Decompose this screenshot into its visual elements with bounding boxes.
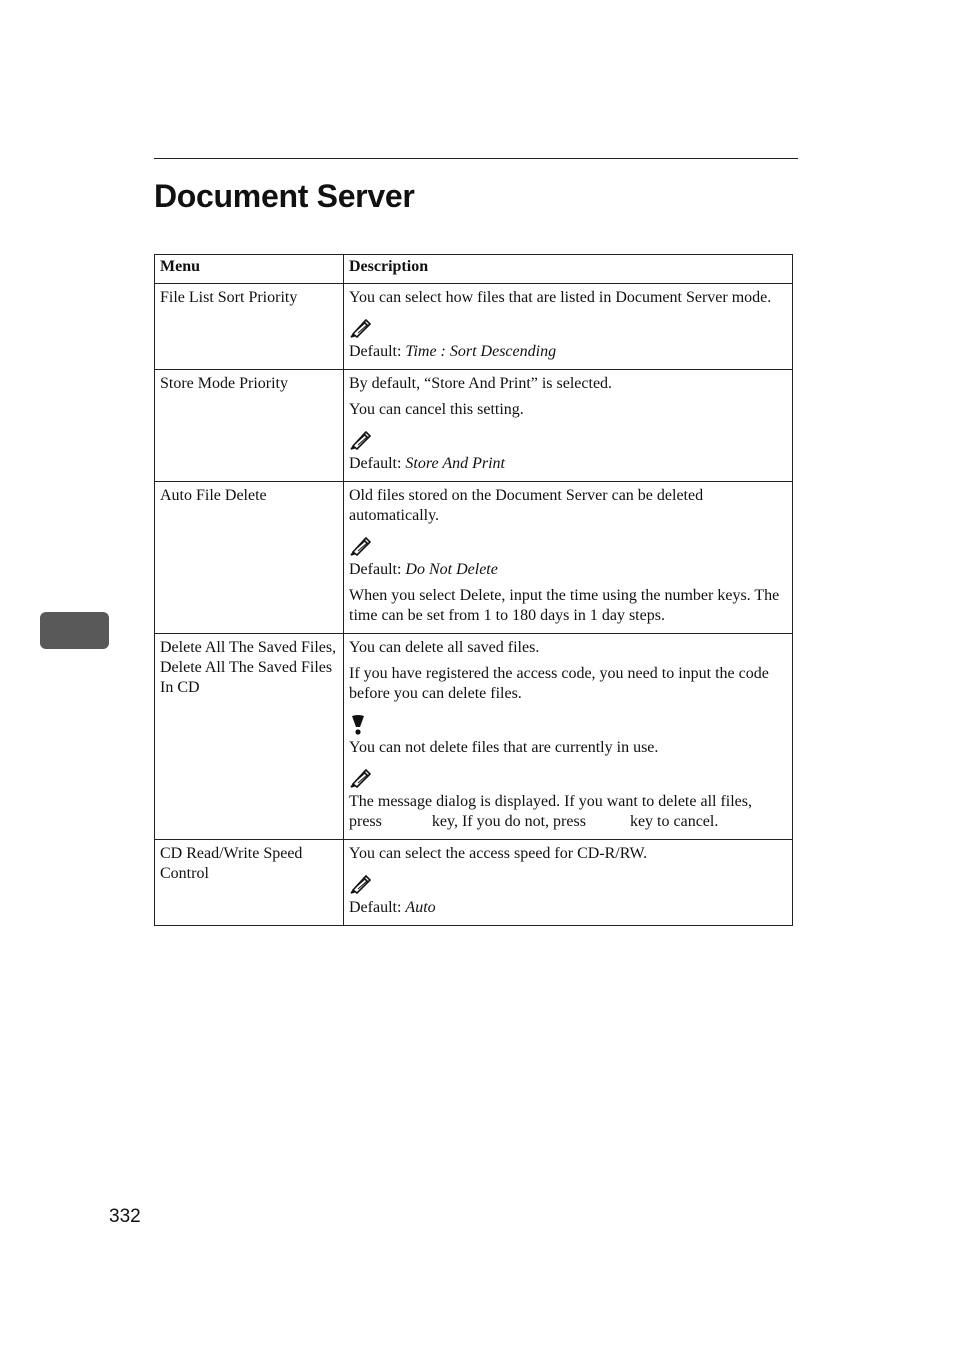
default-note [349,454,787,474]
note-text-part: key, If you do not, press [431,813,586,830]
header-rule [154,158,798,159]
description-text: By default, “Store And Print” is selected. [349,375,613,392]
description-text: You can delete all saved files. [349,639,540,656]
note-icon [349,768,787,790]
default-label: Default: [349,455,406,472]
default-value: Time : Sort Descending [405,343,557,360]
note-icon [349,318,787,340]
note-text-part: The message dialog is displayed. If you want to delete all files, press [349,793,752,830]
note-text-part: key to cancel. [629,813,719,830]
menu-cell: Store Mode Priority [155,370,344,482]
important-icon [349,714,787,736]
table-row [155,840,793,926]
settings-table [154,254,793,926]
description-text: You can select how files that are listed in Document Server mode. [349,289,772,306]
default-label: Default: [349,899,406,916]
table-row [155,634,793,840]
table-row [155,482,793,634]
note-icon [349,536,787,558]
description-text: You can select the access speed for CD-R/RW. [349,845,648,862]
default-note [349,560,787,580]
description-cell [344,840,793,926]
note-text [349,792,787,832]
description-cell [344,482,793,634]
table-row [155,370,793,482]
note-icon [349,430,787,452]
menu-cell: CD Read/Write Speed Control [155,840,344,926]
important-text: You can not delete files that are currently in use. [349,739,659,756]
menu-cell: Delete All The Saved Files, Delete All The Saved Files In CD [155,634,344,840]
chapter-tab-marker [40,612,109,649]
default-note [349,898,787,918]
description-text: If you have registered the access code, you need to input the code before you can delete files. [349,665,769,702]
page-title: Document Server [154,178,415,214]
column-header-description: Description [344,255,793,284]
description-text: Old files stored on the Document Server can be deleted automatically. [349,487,704,524]
default-value: Auto [405,899,436,916]
note-icon [349,874,787,896]
default-label: Default: [349,343,406,360]
note-text: When you select Delete, input the time using the number keys. The time can be set from 1 to 180 days in 1 day steps. [349,587,780,624]
table-header-row [155,255,793,284]
default-value: Do Not Delete [405,561,498,578]
description-cell [344,284,793,370]
page-number: 332 [109,1206,141,1227]
default-label: Default: [349,561,406,578]
default-note [349,342,787,362]
description-text: You can cancel this setting. [349,401,524,418]
description-cell [344,370,793,482]
default-value: Store And Print [405,455,505,472]
column-header-menu: Menu [155,255,344,284]
menu-cell: File List Sort Priority [155,284,344,370]
table-row [155,284,793,370]
menu-cell: Auto File Delete [155,482,344,634]
description-cell [344,634,793,840]
